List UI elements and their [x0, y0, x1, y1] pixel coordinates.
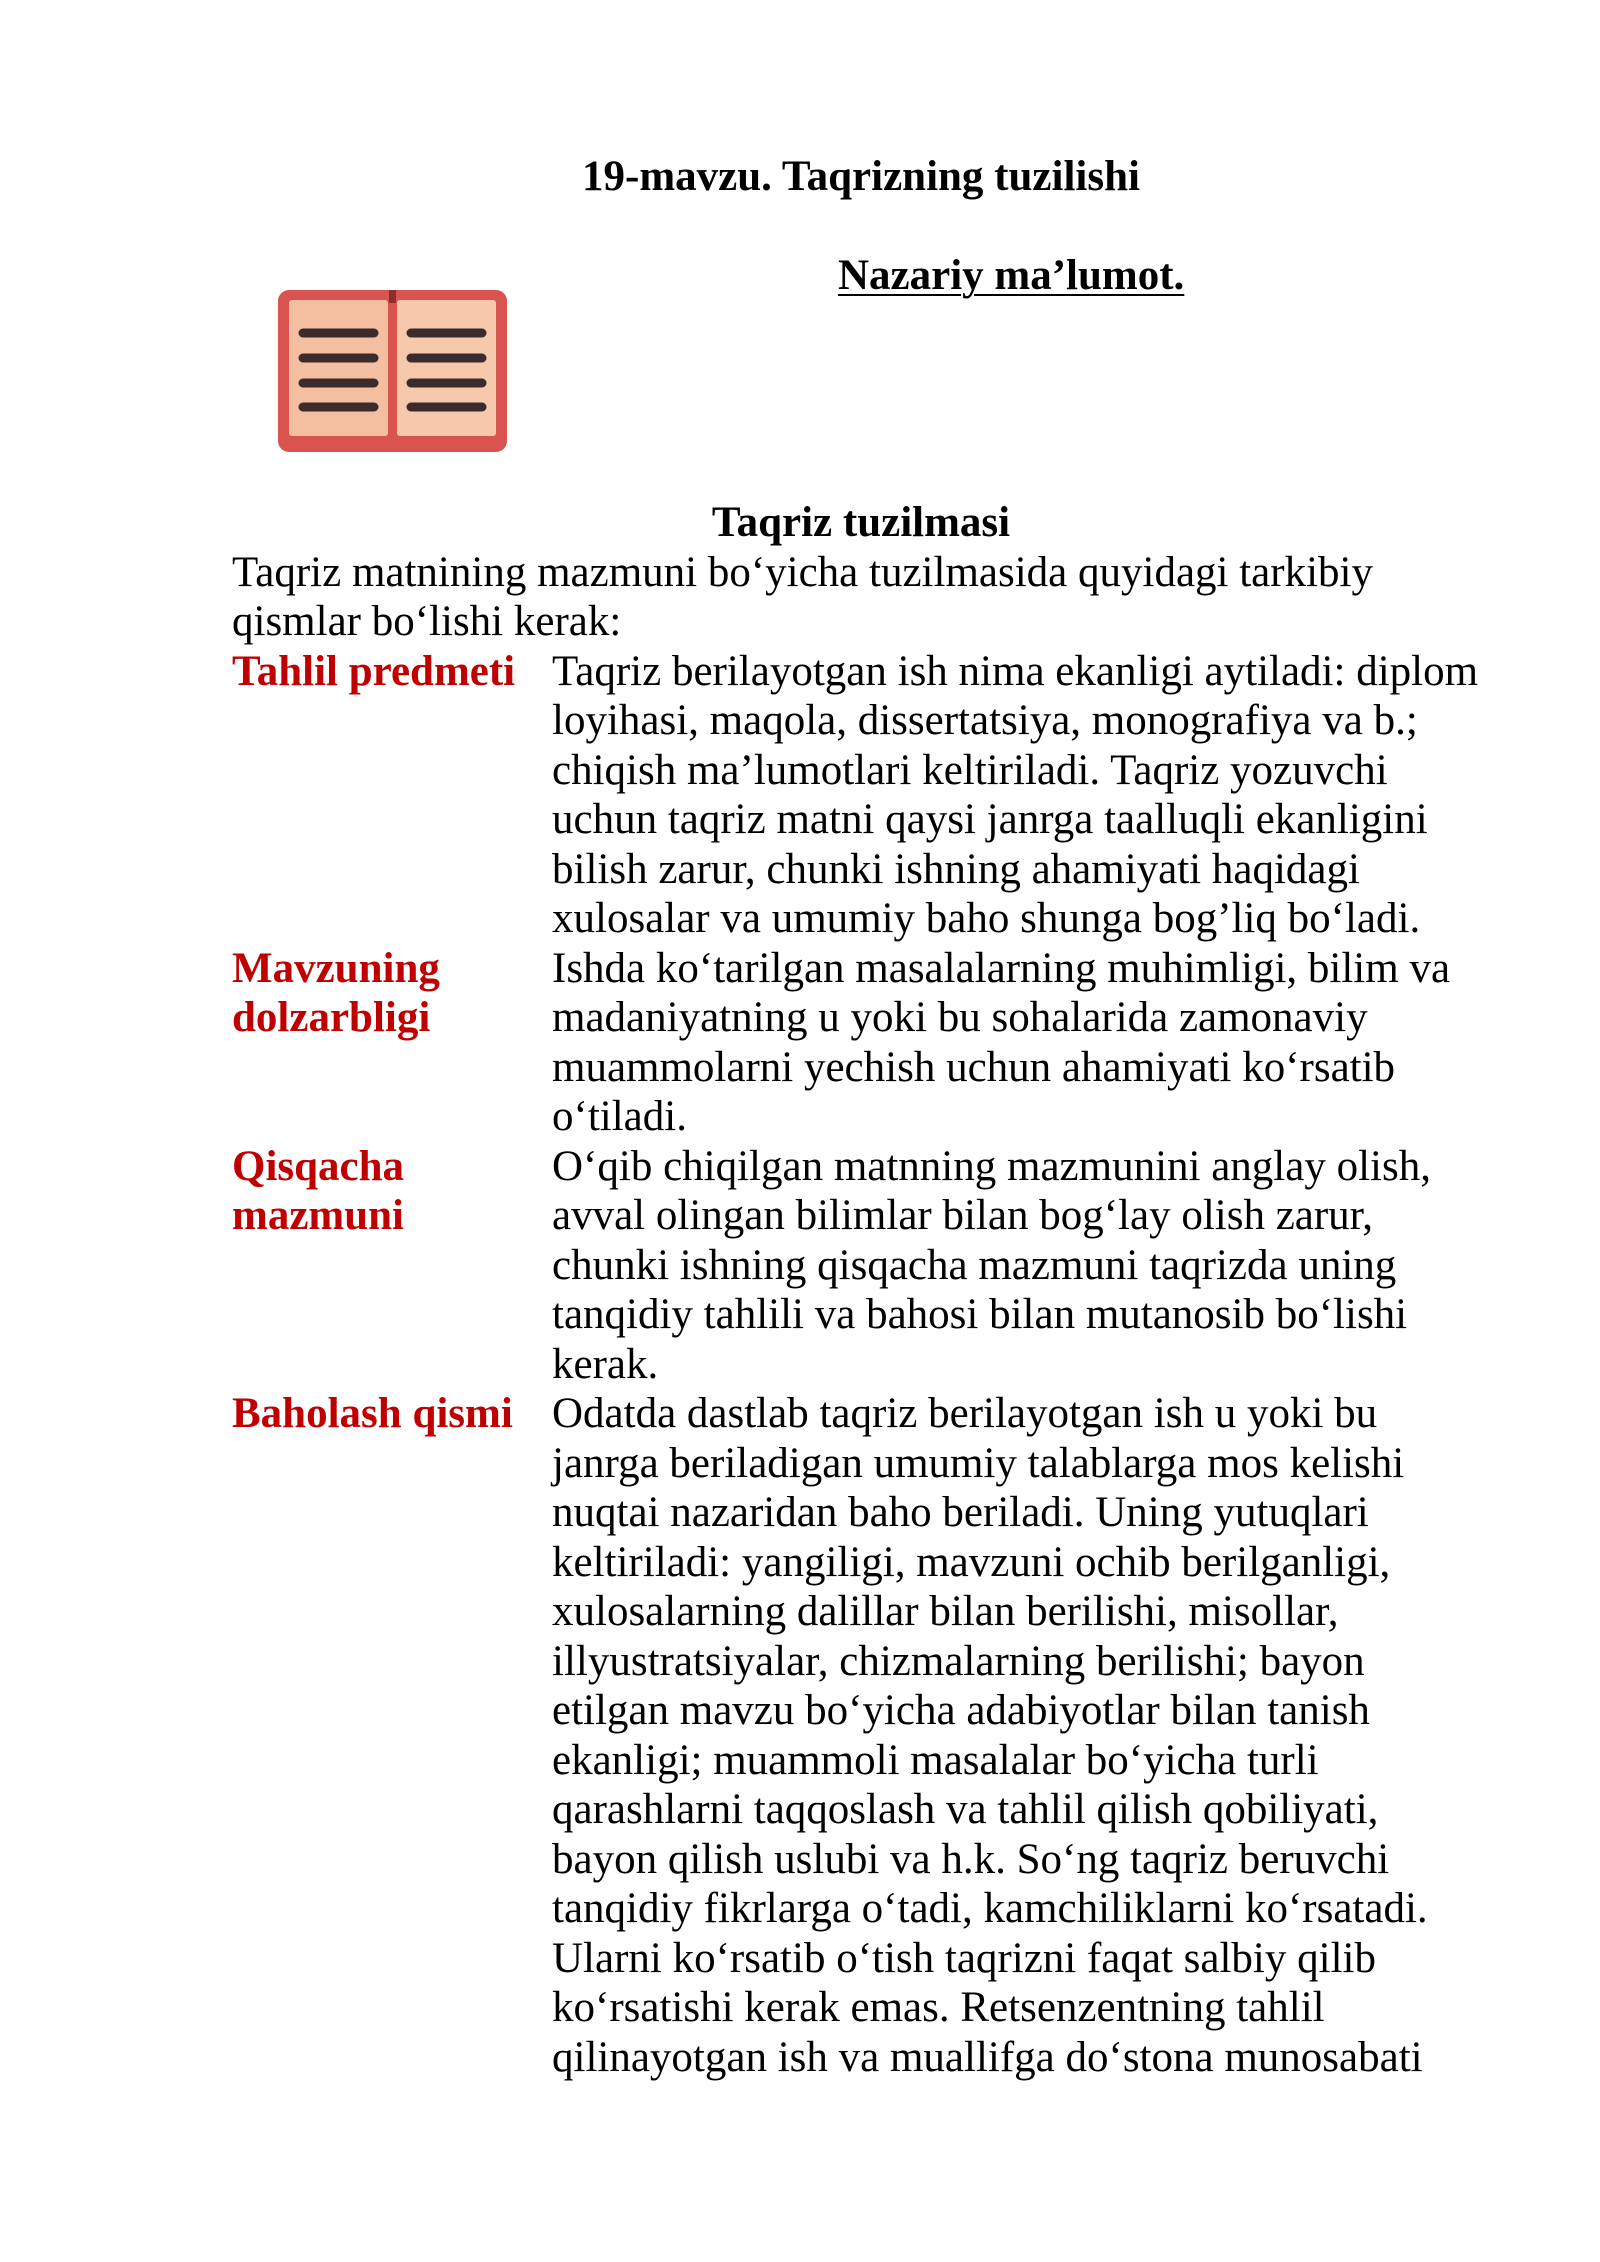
text-line: kerak.	[552, 1340, 659, 1388]
text-line: Taqriz matnining mazmuni bo‘yicha tuzilmasida quyidagi tarkibiy	[232, 548, 1373, 596]
text-line: chiqish ma’lumotlari keltiriladi. Taqriz yozuvchi	[552, 746, 1388, 794]
text-line: loyihasi, maqola, dissertatsiya, monografiya va b.;	[552, 697, 1418, 744]
row-label: Baholash qismi	[232, 1390, 513, 1437]
text-line: tanqidiy fikrlarga o‘tadi, kamchiliklarni ko‘rsatadi.	[552, 1885, 1428, 1932]
row-label: Tahlil predmeti	[232, 647, 516, 695]
text-line: avval olingan bilimlar bilan bog‘lay olish zarur,	[552, 1192, 1374, 1239]
row-description	[552, 647, 1490, 944]
text-line: xulosalar va umumiy baho shunga bog’liq bo‘ladi.	[552, 895, 1421, 942]
text-line: chunki ishning qisqacha mazmuni taqrizda uning	[552, 1241, 1397, 1289]
subtitle: Nazariy ma’lumot.	[838, 252, 1185, 299]
text-line: tanqidiy tahlili va bahosi bilan mutanosib bo‘lishi	[552, 1291, 1408, 1338]
text-line: Odatda dastlab taqriz berilayotgan ish u yoki bu	[552, 1390, 1378, 1437]
text-line: uchun taqriz matni qaysi janrga taalluqli ekanligini	[552, 796, 1428, 843]
page-title: 19-mavzu. Taqrizning tuzilishi	[582, 153, 1140, 200]
text-line: O‘qib chiqilgan matnning mazmunini anglay olish,	[552, 1142, 1431, 1190]
text-line: muammolarni yechish uchun ahamiyati ko‘rsatib	[552, 1043, 1396, 1091]
structure-row	[232, 944, 1490, 1142]
row-description	[552, 1389, 1490, 2082]
row-label: Mavzuning dolzarbligi	[232, 944, 440, 1041]
text-line: ekanligi; muammoli masalalar bo‘yicha turli	[552, 1736, 1319, 1784]
text-line: bilish zarur, chunki ishning ahamiyati haqidagi	[552, 845, 1360, 893]
intro-paragraph	[232, 548, 1490, 647]
text-line: bayon qilish uslubi va h.k. So‘ng taqriz beruvchi	[552, 1835, 1390, 1883]
row-description	[552, 1142, 1490, 1390]
open-book-icon	[278, 290, 507, 452]
row-label: Qisqacha mazmuni	[232, 1142, 405, 1239]
structure-row	[232, 1142, 1490, 1390]
text-line: xulosalarning dalillar bilan berilishi, misollar,	[552, 1588, 1339, 1635]
text-line: illyustratsiyalar, chizmalarning berilishi; bayon	[552, 1637, 1365, 1685]
structure-row	[232, 1389, 1490, 2082]
text-line: etilgan mavzu bo‘yicha adabiyotlar bilan tanish	[552, 1687, 1370, 1734]
text-line: janrga beriladigan umumiy talablarga mos kelishi	[552, 1439, 1405, 1487]
text-line: Taqriz berilayotgan ish nima ekanligi aytiladi: diplom	[552, 647, 1479, 695]
text-line: qarashlarni taqqoslash va tahlil qilish qobiliyati,	[552, 1786, 1379, 1833]
text-line: qilinayotgan ish va muallifga do‘stona munosabati	[552, 2033, 1423, 2081]
text-line: ko‘rsatishi kerak emas. Retsenzentning tahlil	[552, 1984, 1325, 2031]
text-line: madaniyatning u yoki bu sohalarida zamonaviy	[552, 994, 1368, 1041]
text-line: nuqtai nazaridan baho beriladi. Uning yutuqlari	[552, 1489, 1369, 1536]
text-line: qismlar bo‘lishi kerak:	[232, 598, 622, 645]
text-line: keltiriladi: yangiligi, mavzuni ochib berilganligi,	[552, 1538, 1391, 1586]
content-body	[232, 498, 1490, 2082]
structure-row	[232, 647, 1490, 944]
text-line: o‘tiladi.	[552, 1093, 687, 1140]
text-line: Ishda ko‘tarilgan masalalarning muhimligi, bilim va	[552, 944, 1451, 992]
section-heading: Taqriz tuzilmasi	[711, 499, 1011, 546]
row-description	[552, 944, 1490, 1142]
text-line: Ularni ko‘rsatib o‘tish taqrizni faqat salbiy qilib	[552, 1934, 1376, 1982]
